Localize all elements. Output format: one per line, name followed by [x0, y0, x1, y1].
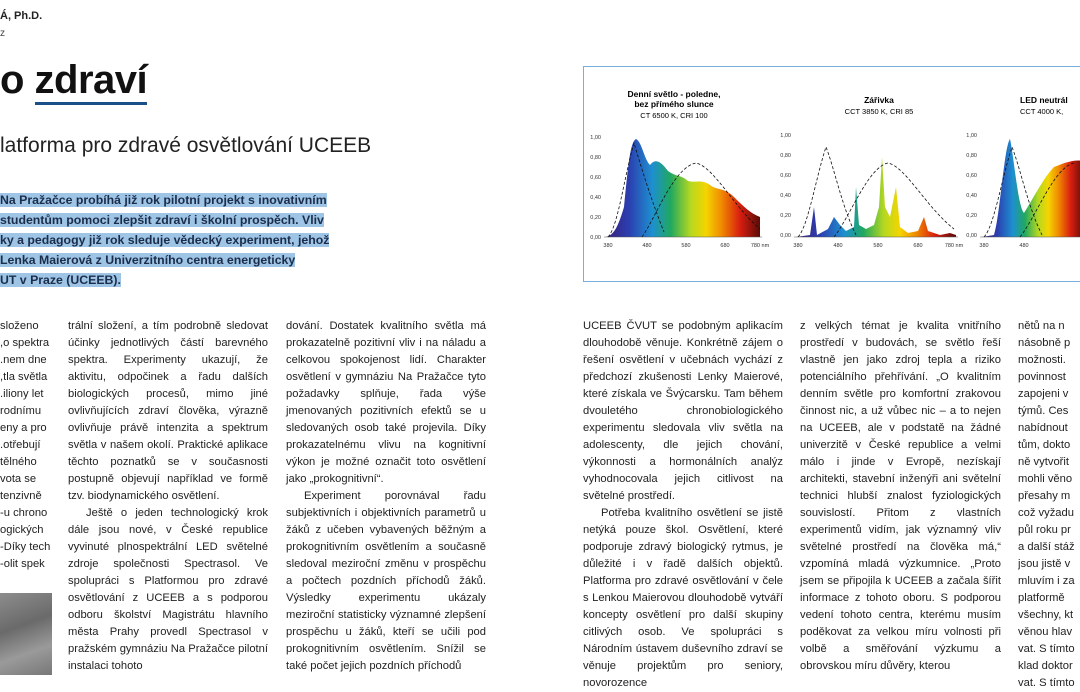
led-spectrum [982, 139, 1080, 237]
column-line: tům, dokto [1018, 439, 1071, 451]
column-line: ně vytvořit [1018, 456, 1069, 468]
column-line: tělného [0, 456, 37, 468]
y-tick: 0,20 [780, 213, 791, 219]
x-tick: 580 [681, 243, 691, 249]
x-tick: 680 [913, 243, 923, 249]
text-column-5 [800, 318, 1001, 675]
column-line: složeno [0, 320, 39, 332]
column-line: u chrono- [0, 507, 48, 519]
y-tick: 0,00 [590, 235, 601, 241]
lead-line[interactable]: Lenka Maierová z Univerzitního centra energeticky [0, 253, 296, 267]
column-line: a další stáž [1018, 541, 1075, 553]
column-line: iliony let. [0, 388, 44, 400]
column-line: všechny, kt [1018, 609, 1074, 621]
column-line: násobně p [1018, 337, 1071, 349]
column-line: tenzivně [0, 490, 42, 502]
column-line: což vyžadu [1018, 507, 1074, 519]
y-tick: 0,60 [966, 173, 977, 179]
column-line: klad doktor [1018, 660, 1073, 672]
spectra-figure [583, 66, 1080, 282]
column-line: olit spek- [0, 558, 45, 570]
x-tick: 380 [979, 243, 989, 249]
column-line: mluvím i za [1018, 575, 1075, 587]
panel-title: LED neutrál [1020, 95, 1068, 105]
y-tick: 0,60 [780, 173, 791, 179]
y-tick: 0,40 [780, 193, 791, 199]
text-column-3 [286, 318, 486, 675]
column-line: nětů na n [1018, 320, 1065, 332]
paragraph: dování. Dostatek kvalitního světla má prokazatelně pozitivní vliv i na náladu a celkovou spokojenost lidí. Charakter osvětlení v gymnáziu Na Pražačce tyto požadavky splňuje, řada výše jmenovaných pozitivních efektů se u sledovaných osob také projevila. Díky prokazatelnému vlivu na kognitivní výkon je možné označit toto osvětlení jako „prokognitivní“. [286, 320, 486, 485]
article-photo [0, 593, 52, 675]
column-line: nabídnout [1018, 422, 1068, 434]
x-tick: 480 [1019, 243, 1029, 249]
led-panel [966, 95, 1080, 249]
panel-subtitle: CCT 4000 K, [1020, 107, 1064, 116]
article-headline [0, 58, 147, 103]
lead-line[interactable]: ky a pedagogy již rok sleduje vědecký experiment, jehož [0, 233, 330, 247]
spectra-figure-svg [584, 67, 1080, 281]
daylight-spectrum [606, 139, 760, 237]
paragraph: z velkých témat je kvalita vnitřního prostředí v budovách, se světlo řeší vlastně jen jako zdroj tepla a riziko potenciálního přehřívání. „O kvalitním denním světle pro komfortní zrakovou činnost nic, a už vůbec nic – a to nejen na UCEEB, ale v podstatě na žádné univerzitě v České republice a velmi málo i jinde v Evropě, nezískají architekti, stavební inženýři ani světelní technici hlubší znalost fyziologických souvislostí. Přitom z vlastních experimentů vidím, jak významný vliv světelné prostředí na člověka má,“ vzpomíná mladá výzkumnice. „Proto jsem se připojila k UCEEB a začala šířit informace z tohoto oboru. S podporou vedení tohoto centra, kterému musím poděkovat za velkou míru volnosti při volbě a směřování výzkumu a obrovskou míru důvěry, kterou [800, 320, 1001, 672]
column-line: přesahy m [1018, 490, 1071, 502]
x-tick: 680 [720, 243, 730, 249]
author-name: Á, Ph.D. [0, 10, 43, 22]
lead-line[interactable]: UT v Praze (UCEEB). [0, 273, 121, 287]
daylight-panel [590, 89, 769, 249]
column-line: věnou hlav [1018, 626, 1073, 638]
lead-line[interactable]: Na Pražačce probíhá již rok pilotní projekt s inovativním [0, 193, 327, 207]
paragraph: Potřeba kvalitního osvětlení se jistě netýká pouze škol. Osvětlení, které podporuje zdravý biologický rytmus, je důležité i v řadě dalších objektů. Platforma pro zdravé osvětlování v čele s Lenkou Maierovou dlouhodobě vytváří koncepty osvětlení pro další skupiny citlivých osob. Ve spolupráci s Národním ústavem duševního zdraví se věnuje projektům pro seniory, novorozence [583, 507, 783, 689]
paragraph: UCEEB ČVUT se podobným aplikacím dlouhodobě věnuje. Konkrétně zájem o řešení osvětlení v učebnách vychází z předchozí zkušenosti Lenky Maierové, které získala ve Švýcarsku. Tam během dvouletého chronobiologického experimentu sledovala vliv světla na adolescenty, dle jejich chování, výkonnosti a hormonálních analýz vyhodnocovala jejich citlivost na světelné prostředí. [583, 320, 783, 502]
y-tick: 0,80 [966, 153, 977, 159]
headline-underlined-word: zdraví [35, 58, 148, 105]
column-line: mohli věno [1018, 473, 1073, 485]
lead-line[interactable]: studentům pomoci zlepšit zdraví i školní prospěch. Vliv [0, 213, 324, 227]
article-subheading: latforma pro zdravé osvětlování UCEEB [0, 134, 372, 157]
text-column-6 [1018, 318, 1080, 692]
column-line: zapojeni v [1018, 388, 1069, 400]
text-column-1 [0, 318, 55, 578]
x-tick: 780 nm [944, 243, 964, 249]
x-tick: 780 nm [750, 243, 770, 249]
x-tick: 380 [603, 243, 613, 249]
column-line: tla světla, [0, 371, 48, 383]
y-tick: 1,00 [590, 135, 601, 141]
column-line: možnosti. [1018, 354, 1066, 366]
column-line: platformě [1018, 592, 1065, 604]
column-line: týmů. Ces [1018, 405, 1069, 417]
panel-title: Denní světlo - poledne, [627, 89, 721, 99]
column-line: vota se [0, 473, 37, 485]
panel-title: Zářivka [864, 95, 894, 105]
text-column-2 [68, 318, 268, 675]
column-line: eny a pro [0, 422, 47, 434]
column-line: nem dne. [0, 354, 47, 366]
column-line: o spektra, [0, 337, 50, 349]
y-tick: 0,20 [590, 215, 601, 221]
text-column-4 [583, 318, 783, 692]
y-tick: 0,00 [780, 233, 791, 239]
y-tick: 0,60 [590, 175, 601, 181]
x-tick: 380 [793, 243, 803, 249]
y-tick: 0,20 [966, 213, 977, 219]
paragraph: Experiment porovnával řadu subjektivních i objektivních parametrů u žáků z učeben vybavených běžným a prokognitivním osvětlením a současně sledoval meziroční změnu v prospěchu a počtech pozdních příchodů žáků. Výsledky experimentu ukázaly meziroční statisticky významné zlepšení prospěchu u žáků, kteří se učili pod prokognitivním osvětlením. Snížil se také počet jejich pozdních příchodů [286, 490, 486, 672]
column-line: otřebují. [0, 439, 41, 451]
column-line: vat. S tímto [1018, 677, 1075, 689]
headline-prefix: o [0, 58, 35, 102]
panel-title-line2: bez přímého slunce [634, 99, 714, 109]
paragraph: Ještě o jeden technologický krok dále jsou nové, v České republice vyvinuté plnospektrální LED světelné zdroje společnosti Spectrasol. Ve spolupráci s Platformou pro zdravé osvětlování z UCEEB a s podporou odboru školství Magistrátu hlavního města Prahy provedl Spectrasol v pražském gymnáziu Na Pražačce pilotní instalaci tohoto [68, 507, 268, 672]
y-tick: 0,80 [780, 153, 791, 159]
y-tick: 1,00 [966, 133, 977, 139]
y-tick: 0,40 [590, 195, 601, 201]
x-tick: 580 [873, 243, 883, 249]
column-line: půl roku pr [1018, 524, 1071, 536]
y-tick: 1,00 [780, 133, 791, 139]
y-tick: 0,00 [966, 233, 977, 239]
author-email: z [0, 28, 5, 39]
column-line: povinnost [1018, 371, 1066, 383]
x-tick: 480 [642, 243, 652, 249]
column-line: Díky tech- [0, 541, 51, 553]
lead-paragraph[interactable] [0, 190, 380, 290]
fluorescent-panel [780, 95, 963, 249]
column-line: vat. S tímto [1018, 643, 1075, 655]
panel-subtitle: CCT 3850 K, CRI 85 [844, 107, 914, 116]
column-line: ogických [0, 524, 44, 536]
column-line: jsou jistě v [1018, 558, 1071, 570]
y-tick: 0,80 [590, 155, 601, 161]
x-tick: 480 [833, 243, 843, 249]
y-tick: 0,40 [966, 193, 977, 199]
panel-subtitle: CT 6500 K, CRI 100 [640, 111, 708, 120]
paragraph: trální složení, a tím podrobně sledovat účinky jednotlivých částí barevného spektra. Experimenty ukazují, že aktivitu, odpočinek a řadu dalších biologických procesů, mimo jiné ovlivňujících zdraví člověka, výrazně ovlivňuje právě intenzita a spektrum světla v našem okolí. Praktické aplikace těchto poznatků se v současnosti postupně objevují například ve formě tzv. biodynamického osvětlení. [68, 320, 268, 502]
column-line: rodnímu [0, 405, 42, 417]
